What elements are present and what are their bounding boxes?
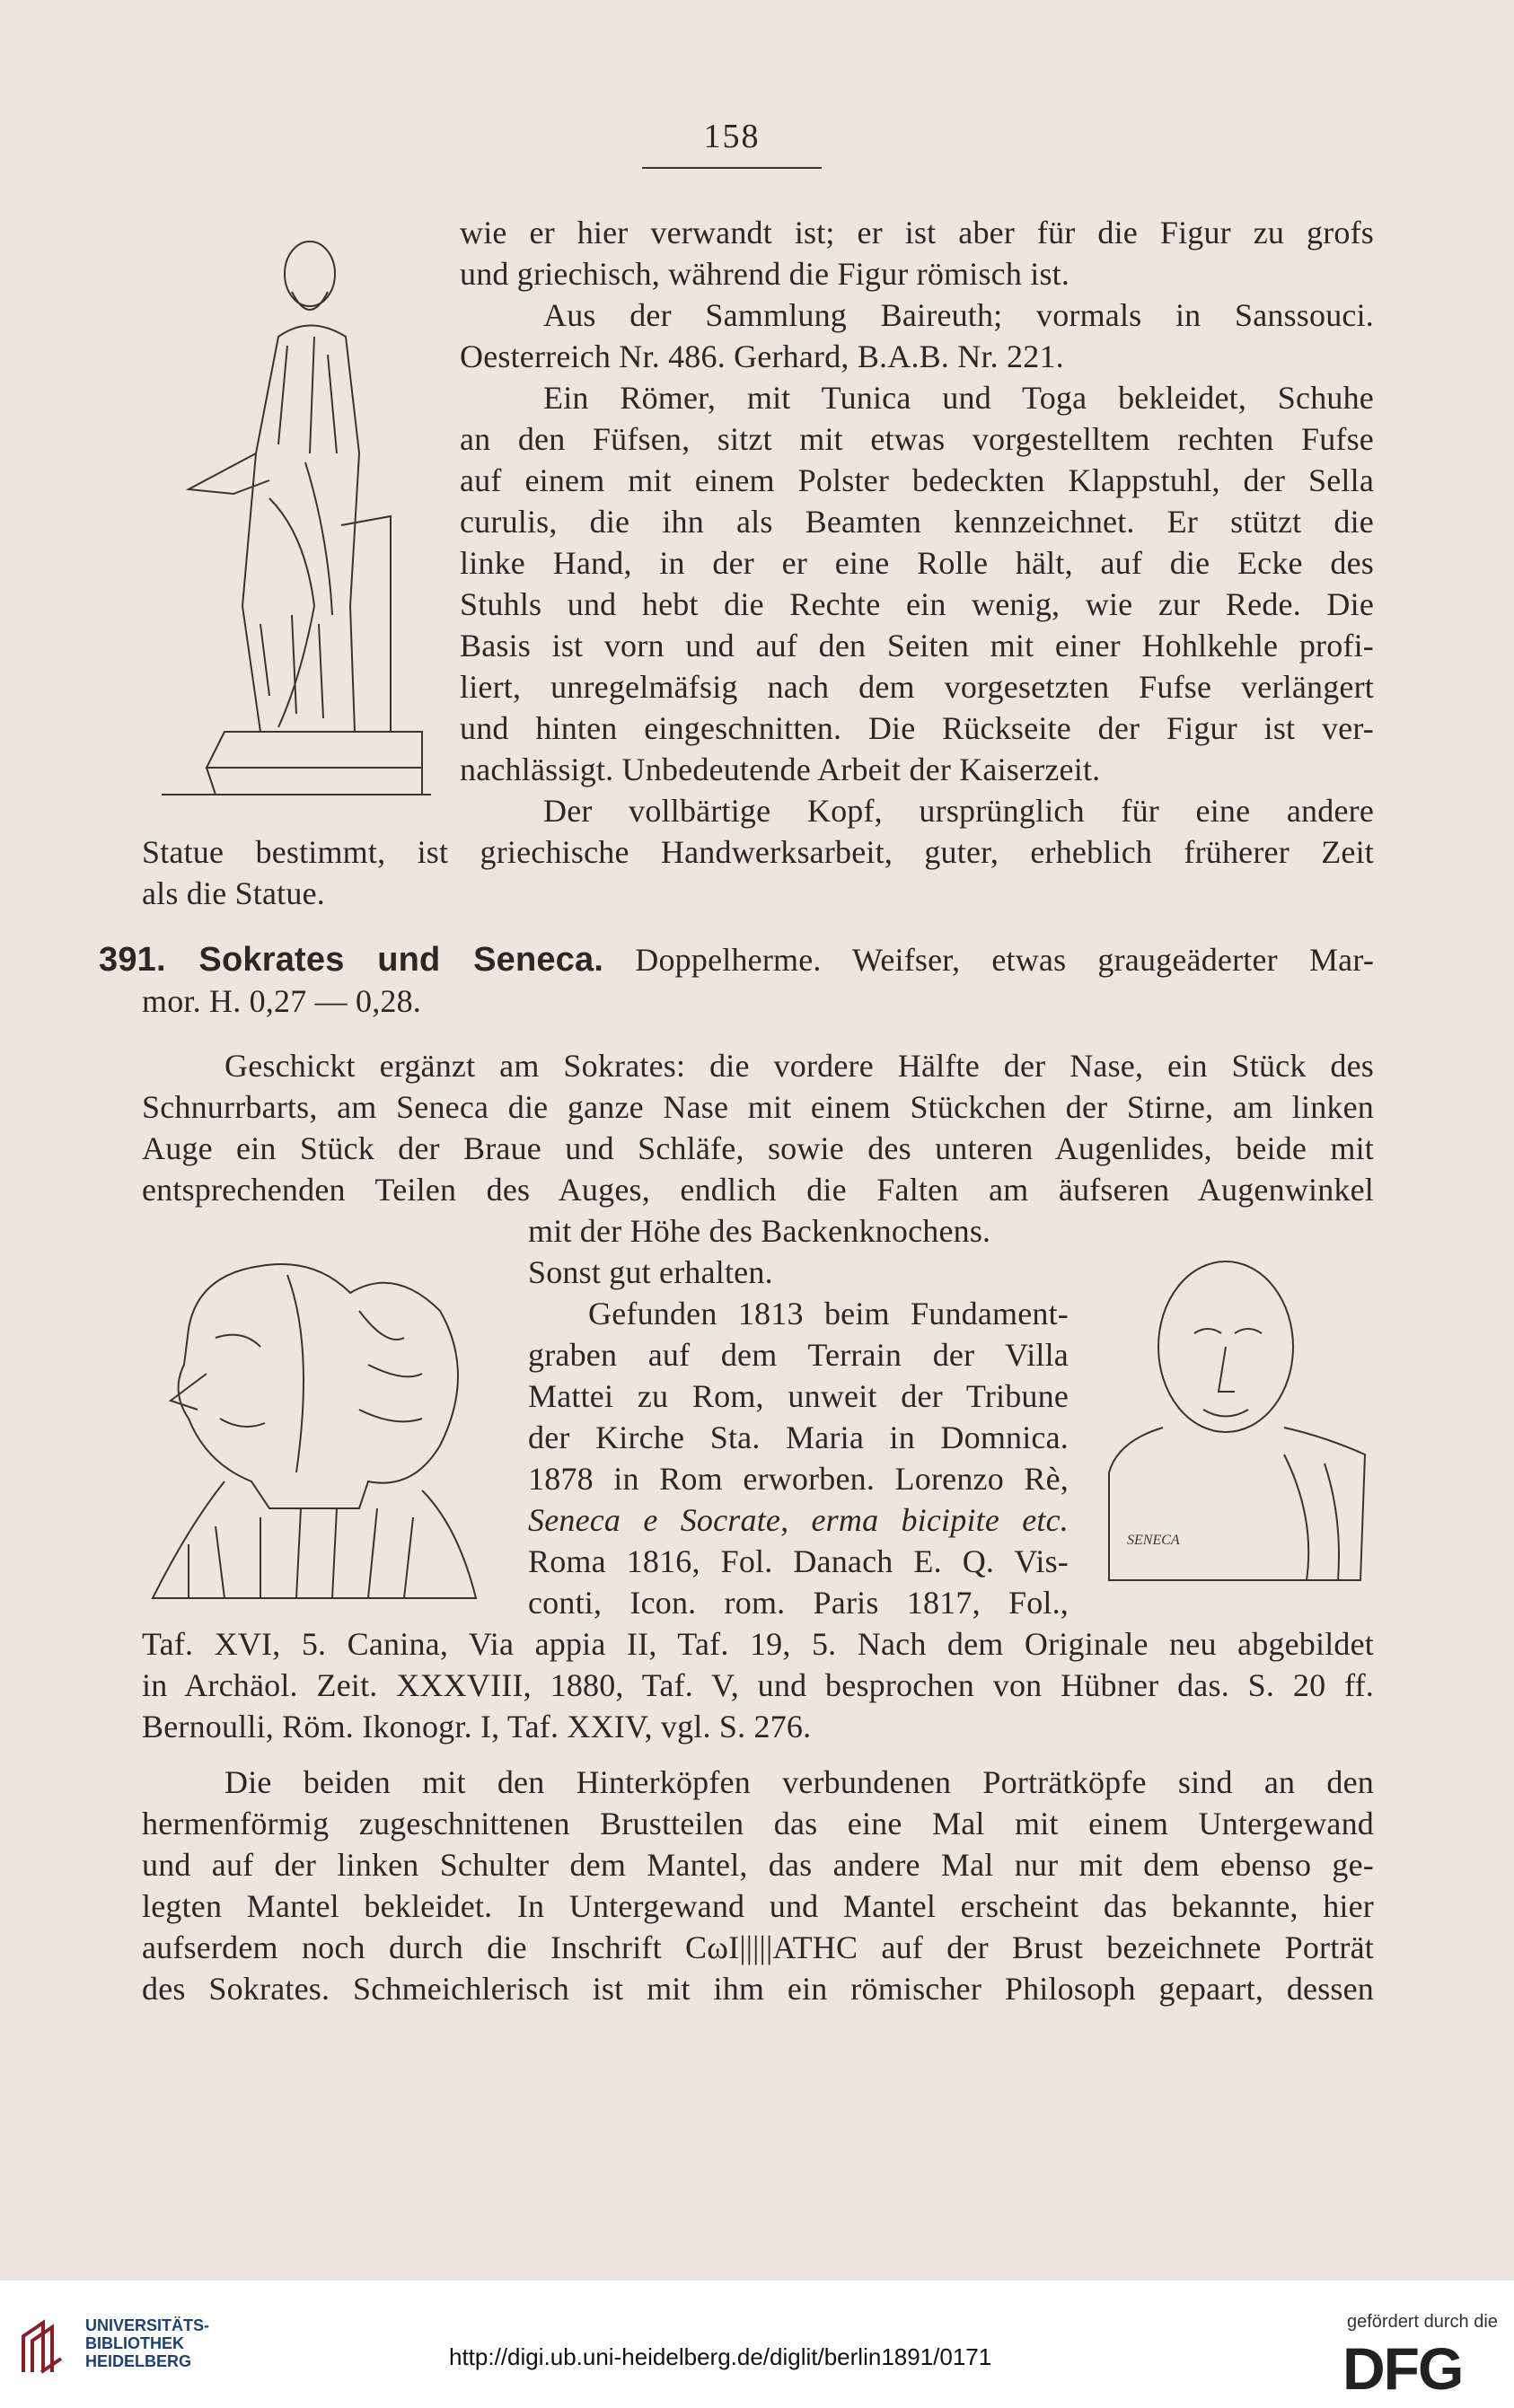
text-line: und griechisch, während die Figur römisch ist. xyxy=(460,256,1070,292)
text-line: und auf der linken Schulter dem Mantel, das andere Mal nur mit dem ebenso ge- xyxy=(142,1847,1374,1883)
text-line: mor. H. 0,27 — 0,28. xyxy=(142,983,422,1019)
text-line: Seneca e Socrate, erma bicipite etc. xyxy=(528,1502,1069,1538)
text-line: Stuhls und hebt die Rechte ein wenig, wie zur Rede. Die xyxy=(460,586,1374,622)
text-line: 1878 in Rom erworben. Lorenzo Rè, xyxy=(528,1461,1069,1497)
text-line: graben auf dem Terrain der Villa xyxy=(528,1337,1069,1373)
text-line: legten Mantel bekleidet. In Untergewand und Mantel erscheint das bekannte, hier xyxy=(142,1888,1374,1924)
text-line: nachlässigt. Unbedeutende Arbeit der Kaiserzeit. xyxy=(460,751,1101,787)
text-line: des Sokrates. Schmeichlerisch ist mit ihm ein römischer Philosoph gepaart, dessen xyxy=(142,1971,1374,2007)
seneca-bust-illustration xyxy=(1100,1248,1369,1589)
text-line: Auge ein Stück der Braue und Schläfe, sowie des unteren Augenlides, beide mit xyxy=(142,1130,1374,1166)
text-line: entsprechenden Teilen des Auges, endlich die Falten am äufseren Augenwinkel xyxy=(142,1172,1374,1208)
text-line: Oesterreich Nr. 486. Gerhard, B.A.B. Nr. 221. xyxy=(460,338,1064,374)
library-name-line: HEIDELBERG xyxy=(85,2352,192,2370)
library-name xyxy=(85,2316,209,2370)
text-line: linke Hand, in der er eine Rolle hält, auf die Ecke des xyxy=(460,545,1374,581)
text-line: als die Statue. xyxy=(142,875,325,911)
text-line: Ein Römer, mit Tunica und Toga bekleidet, Schuhe xyxy=(543,380,1374,416)
text-line: Aus der Sammlung Baireuth; vormals in Sanssouci. xyxy=(543,297,1374,333)
text-line: Schnurrbarts, am Seneca die ganze Nase mit einem Stückchen der Stirne, am linken xyxy=(142,1089,1374,1125)
text-line: Basis ist vorn und auf den Seiten mit einer Hohlkehle profi- xyxy=(460,628,1374,664)
seated-statue-illustration xyxy=(135,229,440,813)
text-line: in Archäol. Zeit. XXXVIII, 1880, Taf. V, und besprochen von Hübner das. S. 20 ff. xyxy=(142,1667,1374,1703)
entry-material: Doppelherme. Weifser, etwas graugeäderter Mar- xyxy=(635,942,1375,978)
text-line: aufserdem noch durch die Inschrift CωI|||||ATHC auf der Brust bezeichnete Porträt xyxy=(142,1929,1374,1965)
text-line: auf einem mit einem Polster bedeckten Klappstuhl, der Sella xyxy=(460,462,1374,498)
text-line: Geschickt ergänzt am Sokrates: die vordere Hälfte der Nase, ein Stück des xyxy=(224,1048,1374,1084)
text-line: conti, Icon. rom. Paris 1817, Fol., xyxy=(528,1585,1069,1621)
library-name-line: BIBLIOTHEK xyxy=(85,2334,184,2352)
text-line: Sonst gut erhalten. xyxy=(528,1254,773,1290)
text-line: und hinten eingeschnitten. Die Rückseite der Figur ist ver- xyxy=(460,710,1374,746)
text-line: curulis, die ihn als Beamten kennzeichnet. Er stützt die xyxy=(460,504,1374,540)
text-line: wie er hier verwandt ist; er ist aber für die Figur zu grofs xyxy=(460,215,1374,250)
source-url-link[interactable]: http://digi.ub.uni-heidelberg.de/diglit/berlin1891/0171 xyxy=(449,2343,992,2370)
text-line: Gefunden 1813 beim Fundament- xyxy=(588,1296,1069,1331)
text-line: Roma 1816, Fol. Danach E. Q. Vis- xyxy=(528,1543,1069,1579)
catalogue-entry-391 xyxy=(99,939,1374,980)
digitization-footer xyxy=(0,2281,1514,2408)
library-name-line: UNIVERSITÄTS- xyxy=(85,2316,210,2334)
text-line: der Kirche Sta. Maria in Domnica. xyxy=(528,1419,1069,1455)
university-library-logo-icon xyxy=(16,2318,79,2381)
text-line: Bernoulli, Röm. Ikonogr. I, Taf. XXIV, vgl. S. 276. xyxy=(142,1709,812,1744)
text-line: Statue bestimmt, ist griechische Handwerksarbeit, guter, erheblich früherer Zeit xyxy=(142,834,1374,870)
text-line: Mattei zu Rom, unweit der Tribune xyxy=(528,1378,1069,1414)
entry-heading: 391. Sokrates und Seneca. xyxy=(99,941,604,979)
funding-note: gefördert durch die xyxy=(1347,2312,1498,2332)
double-herm-illustration xyxy=(135,1239,485,1607)
text-line: Der vollbärtige Kopf, ursprünglich für eine andere xyxy=(543,793,1374,829)
text-line: hermenförmig zugeschnittenen Brustteilen das eine Mal mit einem Untergewand xyxy=(142,1806,1374,1841)
text-line: Die beiden mit den Hinterköpfen verbundenen Porträtköpfe sind an den xyxy=(224,1764,1374,1800)
text-line: an den Füfsen, sitzt mit etwas vorgestelltem rechten Fufse xyxy=(460,421,1374,457)
text-line: mit der Höhe des Backenknochens. xyxy=(528,1213,991,1249)
text-line: Taf. XVI, 5. Canina, Via appia II, Taf. 19, 5. Nach dem Originale neu abgebildet xyxy=(142,1626,1374,1662)
page-number: 158 xyxy=(703,118,761,155)
text-line: liert, unregelmäfsig nach dem vorgesetzten Fufse verlängert xyxy=(460,669,1374,705)
dfg-logo: DFG xyxy=(1342,2335,1463,2402)
seneca-inscription: SENECA xyxy=(1127,1533,1180,1548)
page-number-rule xyxy=(642,167,822,169)
